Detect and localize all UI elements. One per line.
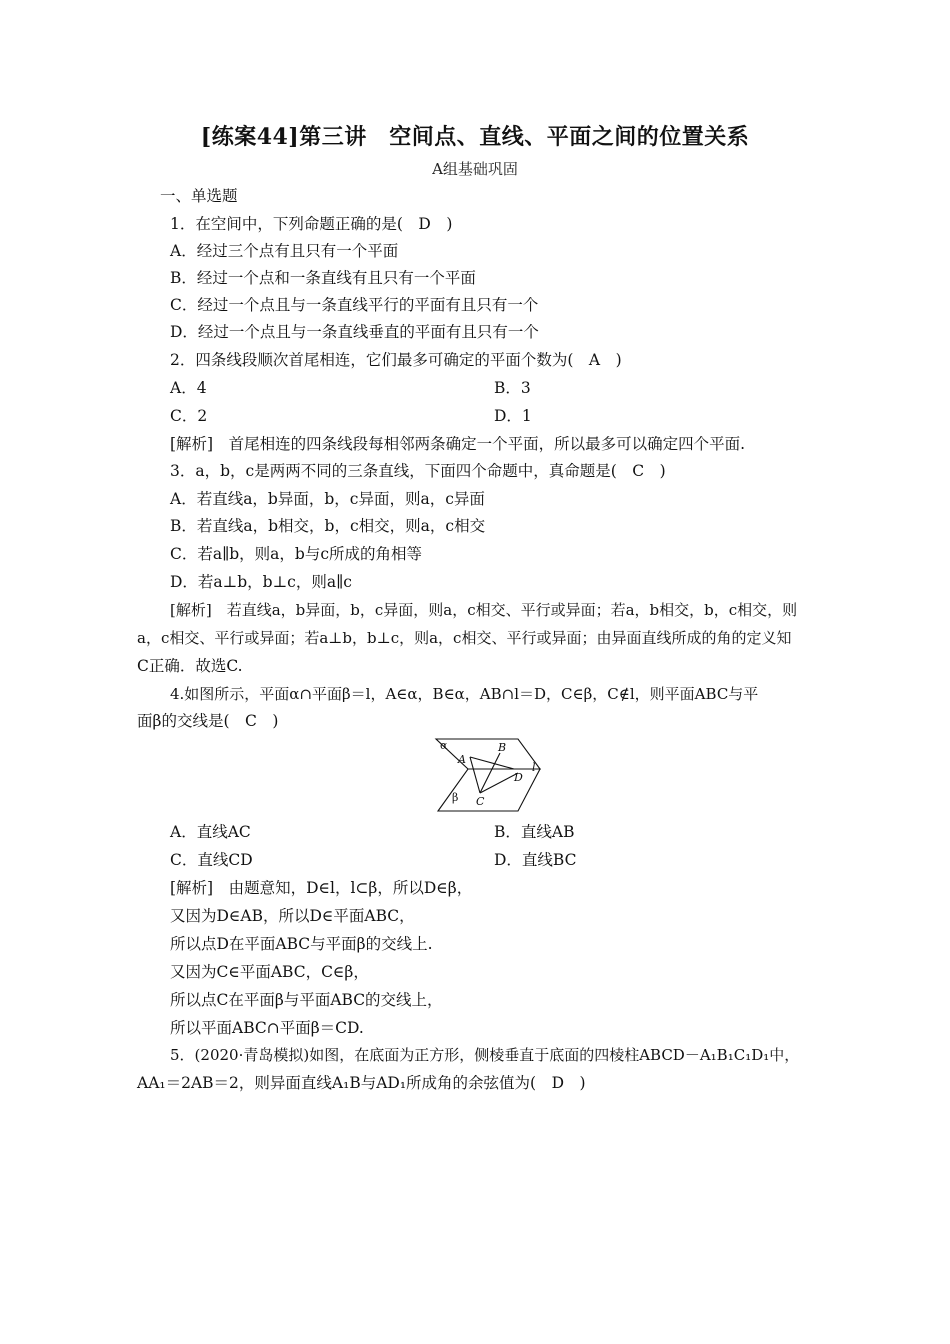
q3-analysis-line-1: [解析] 若直线a，b异面，b，c异面，则a，c相交、平行或异面；若a，b相交，b，c相交，则 xyxy=(170,601,798,619)
q4-analysis-line: 所以点D在平面ABC与平面β的交线上. xyxy=(170,935,433,953)
label-c: C xyxy=(476,795,485,808)
q1-option-b: B．经过一个点和一条直线有且只有一个平面 xyxy=(170,269,476,287)
q1-option-c: C．经过一个点且与一条直线平行的平面有且只有一个 xyxy=(170,296,539,314)
q3-option-c: C．若a∥b，则a，b与c所成的角相等 xyxy=(170,545,423,563)
q3-option-d: D．若a⊥b，b⊥c，则a∥c xyxy=(170,573,352,591)
segment-ac xyxy=(470,757,480,793)
q1-stem: 1．在空间中，下列命题正确的是( D ) xyxy=(170,215,453,233)
q2-option-c: C．2 xyxy=(170,407,208,425)
q4-analysis-line: 又因为D∈AB，所以D∈平面ABC， xyxy=(170,907,415,925)
label-a: A xyxy=(458,753,466,766)
planes-figure xyxy=(432,737,552,817)
q4-stem-line-2: 面β的交线是( C ) xyxy=(137,712,279,730)
q2-option-b: B．3 xyxy=(494,379,531,397)
q3-analysis-line-2: a，c相交、平行或异面；若a⊥b，b⊥c，则a，c相交、平行或异面；由异面直线所成的角的定义知 xyxy=(137,629,792,647)
q3-option-b: B．若直线a，b相交，b，c相交，则a，c相交 xyxy=(170,517,486,535)
q4-analysis-line: 所以平面ABC∩平面β＝CD. xyxy=(170,1019,364,1037)
label-alpha: α xyxy=(440,739,448,752)
q5-stem-line-2: AA₁＝2AB＝2，则异面直线A₁B与AD₁所成角的余弦值为( D ) xyxy=(137,1074,586,1092)
page-subtitle: A组基础巩固 xyxy=(432,160,518,178)
q3-analysis-line-3: C正确．故选C. xyxy=(137,657,243,675)
segment-cd xyxy=(480,773,518,793)
q4-analysis-line: 又因为C∈平面ABC，C∈β， xyxy=(170,963,369,981)
q4-option-c: C．直线CD xyxy=(170,851,253,869)
q2-stem: 2．四条线段顺次首尾相连，它们最多可确定的平面个数为( A ) xyxy=(170,351,622,369)
label-b: B xyxy=(498,741,507,754)
section-heading: 一、单选题 xyxy=(160,187,238,205)
q4-option-d: D．直线BC xyxy=(494,851,577,869)
segment-bc xyxy=(480,753,500,793)
q4-analysis-line: 所以点C在平面β与平面ABC的交线上， xyxy=(170,991,443,1009)
q1-option-d: D．经过一个点且与一条直线垂直的平面有且只有一个 xyxy=(170,323,539,341)
q2-option-a: A．4 xyxy=(170,379,207,397)
plane-alpha-outline xyxy=(436,739,540,769)
q4-option-a: A．直线AC xyxy=(170,823,251,841)
q1-option-a: A．经过三个点有且只有一个平面 xyxy=(170,242,399,260)
q4-option-b: B．直线AB xyxy=(494,823,575,841)
q3-option-a: A．若直线a，b异面，b，c异面，则a，c异面 xyxy=(170,490,485,508)
label-d: D xyxy=(514,771,523,784)
q5-stem-line-1: 5．(2020·青岛模拟)如图，在底面为正方形，侧棱垂直于底面的四棱柱ABCD－A₁B₁C₁D₁中， xyxy=(170,1046,800,1064)
page-title: [练案44]第三讲 空间点、直线、平面之间的位置关系 xyxy=(200,124,750,150)
q3-stem: 3．a，b，c是两两不同的三条直线，下面四个命题中，真命题是( C ) xyxy=(170,462,666,480)
label-l: l xyxy=(532,761,536,774)
q2-analysis: [解析] 首尾相连的四条线段每相邻两条确定一个平面，所以最多可以确定四个平面. xyxy=(170,435,746,453)
label-beta: β xyxy=(452,791,459,804)
q2-option-d: D．1 xyxy=(494,407,532,425)
segment-ad xyxy=(470,757,514,769)
q4-analysis-line: [解析] 由题意知，D∈l，l⊂β，所以D∈β， xyxy=(170,879,473,897)
q4-stem-line-1: 4.如图所示，平面α∩平面β＝l，A∈α，B∈α，AB∩l＝D，C∈β，C∉l，则平面ABC与平 xyxy=(170,685,759,703)
